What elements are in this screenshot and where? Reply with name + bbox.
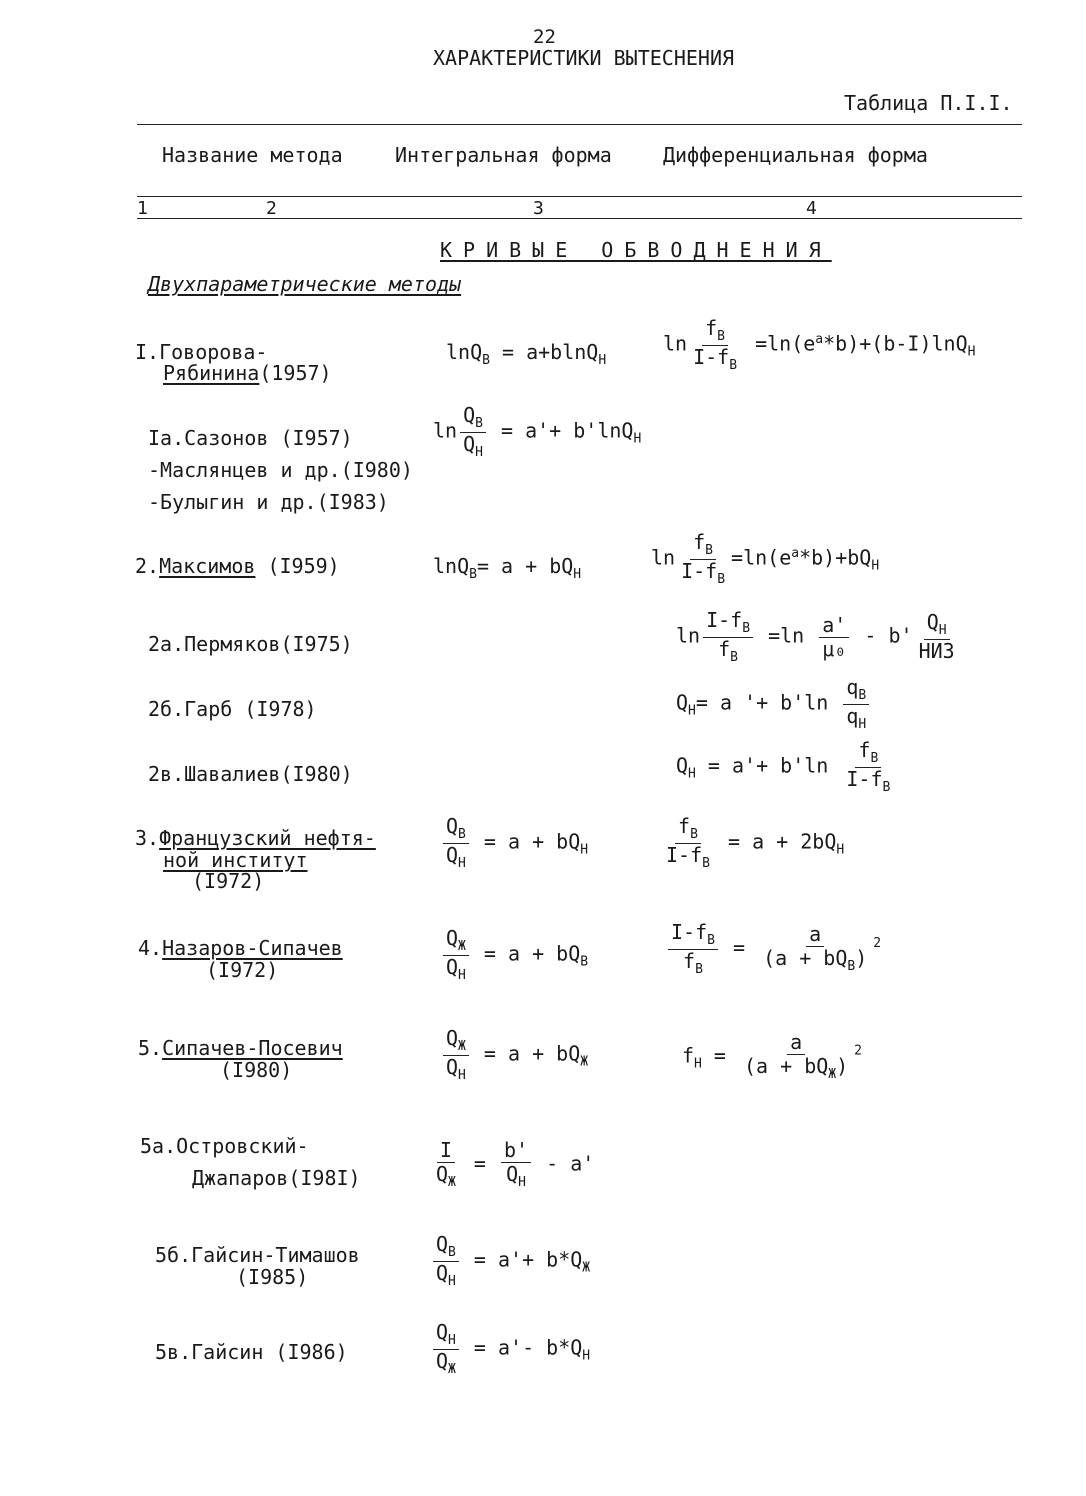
column-header-rule [137, 196, 1022, 197]
method-4-name: Назаров-Сипачев [162, 936, 343, 960]
formula-2v-differential: $Q_Н = a'+ b'\ln$ $\frac{f_В}{I-f_В}$ [676, 738, 891, 795]
method-3-year: (I972) [192, 869, 265, 893]
method-1a-line3: -Булыгин и др.(I983) [148, 490, 389, 514]
method-5a-line2: Джапаров(I98I) [192, 1166, 361, 1190]
formula-3-differential: $\frac{f_В}{I-f_В}$ = $a + 2bQ_Н$ [666, 814, 845, 871]
method-4 [138, 936, 343, 960]
method-5a-line1: 5а.Островский- [140, 1134, 309, 1158]
column-number-3: 3 [533, 198, 544, 219]
page-title: ХАРАКТЕРИСТИКИ ВЫТЕСНЕНИЯ [433, 46, 735, 70]
formula-2a-differential: ln $\frac{I-f_В}{f_В}$ =ln $\frac{a'}{\text{μ₀}}$ - b' $\frac{Q_Н}{\text{НИЗ}}$ [676, 608, 955, 665]
method-5-number: 5. [138, 1036, 163, 1060]
column-number-rule [137, 218, 1022, 219]
formula-1-differential: ln $\frac{f_В}{I-f_В}$ $=\ln(e^a*b)+(b-I)\ln Q_Н$ [663, 316, 976, 373]
table-top-rule [137, 124, 1022, 125]
formula-4-integral: $\frac{Q_Ж}{Q_Н}$ = $a + bQ_В$ [440, 928, 588, 982]
method-3-number: 3. [135, 826, 160, 850]
column-number-4: 4 [806, 198, 817, 219]
method-2v: 2в.Шавалиев(I980) [148, 762, 353, 786]
formula-5a-integral: $\frac{I}{Q_Ж}$ = $\frac{b'}{Q_Н}$ - a' [436, 1138, 595, 1190]
method-5 [138, 1036, 343, 1060]
section-title: КРИВЫЕ ОБВОДНЕНИЯ [440, 238, 832, 262]
formula-2-integral: $\ln Q_В= a + bQ_Н$ [433, 554, 582, 582]
method-1-name-b: Рябинина [163, 361, 260, 385]
method-5b-line1: 5б.Гайсин-Тимашов [155, 1243, 360, 1267]
method-2-name: Максимов [159, 554, 256, 578]
formula-1-integral: lnQ$_В$ = a+blnQ$_Н$ [446, 340, 607, 368]
method-1-name-a: I.Говорова- [135, 340, 268, 364]
formula-3-integral: $\frac{Q_В}{Q_Н}$ = $a + bQ_Н$ [440, 816, 588, 870]
method-5-name: Сипачев-Посевич [162, 1036, 343, 1060]
formula-5v-integral: $\frac{Q_Н}{Q_Ж}$ = a'- $b*Q_Н$ [430, 1322, 590, 1376]
method-1-year: (1957) [259, 361, 332, 385]
column-number-1: 1 [137, 198, 148, 219]
formula-1a-integral: ln $\frac{Q_В}{Q_Н}$ = a'+ b'lnQ$_Н$ [433, 403, 642, 460]
formula-5-differential: $f_Н$ = $\frac{a}{(a + bQ_Ж)}$ $^2$ [682, 1030, 862, 1082]
method-2 [135, 554, 340, 578]
method-2b: 2б.Гарб (I978) [148, 697, 317, 721]
method-5v: 5в.Гайсин (I986) [155, 1340, 348, 1364]
method-1a-line2: -Маслянцев и др.(I980) [148, 458, 413, 482]
column-header-method: Название метода [162, 143, 343, 167]
formula-5-integral: $\frac{Q_Ж}{Q_Н}$ = $a + bQ_Ж$ [440, 1028, 588, 1082]
method-2a: 2а.Пермяков(I975) [148, 632, 353, 656]
column-number-2: 2 [266, 198, 277, 219]
method-4-year: (I972) [206, 958, 279, 982]
page-number: 22 [533, 26, 556, 48]
method-2-number: 2. [135, 554, 160, 578]
formula-4-differential: $\frac{I-f_В}{f_В}$ = $\frac{a}{(a + bQ_В)}$ $^2$ [665, 922, 881, 976]
method-3-name-b: ной институт [163, 848, 308, 872]
table-label: Таблица П.I.I. [844, 91, 1013, 115]
column-header-integral: Интегральная форма [395, 143, 612, 167]
method-1-second-line [163, 361, 332, 385]
formula-2-differential: ln $\frac{f_В}{I-f_В}$ $=\ln(e^a*b)+bQ_Н$ [651, 530, 880, 587]
formula-2b-differential: $Q_Н= a$ '+ b'ln $\frac{q_В}{q_Н}$ [676, 677, 872, 731]
formula-5b-integral: $\frac{Q_В}{Q_Н}$ = $a'+ b*Q_Ж$ [430, 1234, 590, 1288]
method-5-year: (I980) [220, 1058, 293, 1082]
method-2-year: (I959) [267, 554, 340, 578]
method-1a-line1: Iа.Сазонов (I957) [148, 426, 353, 450]
method-3-name-a: Французский нефтя- [159, 826, 376, 850]
section-subtitle: Двухпараметрические методы [148, 272, 462, 296]
method-4-number: 4. [138, 936, 163, 960]
method-3 [135, 826, 376, 850]
method-5b-line2: (I985) [236, 1265, 309, 1289]
column-header-differential: Дифференциальная форма [663, 143, 928, 167]
